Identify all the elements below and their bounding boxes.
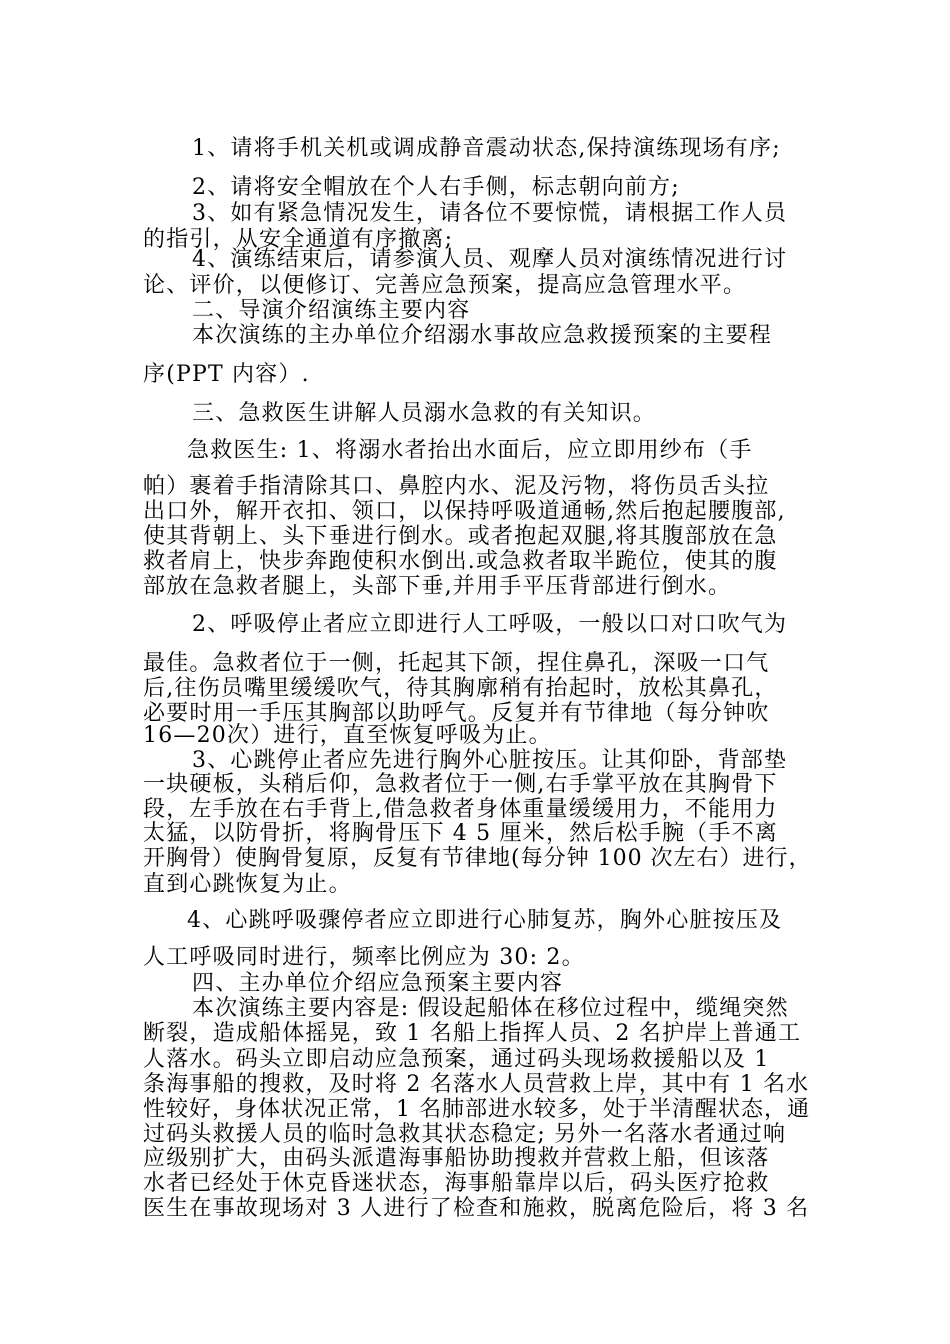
text-line: 最佳。急救者位于一侧，托起其下颌，捏住鼻孔，深吸一口气 [143,651,770,676]
text-line: 性较好，身体状况正常，1 名肺部进水较多，处于半清醒状态，通 [143,1097,810,1122]
text-line: 使其背朝上、头下垂进行倒水。或者抱起双腿,将其腹部放在急 [143,524,778,549]
text-line: 3、心跳停止者应先进行胸外心脏按压。让其仰卧，背部垫 [192,748,788,773]
text-line: 开胸骨）使胸骨复原，反复有节律地(每分钟 100 次左右）进行， [143,846,812,871]
text-line: 16—20次）进行，直至恢复呼吸为止。 [143,723,552,748]
text-line: 本次演练的主办单位介绍溺水事故应急救援预案的主要程 [192,323,773,348]
text-line: 水者已经处于休克昏迷状态，海事船靠岸以后，码头医疗抢救 [143,1171,770,1196]
text-line: 人落水。码头立即启动应急预案，通过码头现场救援船以及 1 [143,1047,770,1072]
text-line: 条海事船的搜救，及时将 2 名落水人员营救上岸，其中有 1 名水 [143,1072,810,1097]
text-line: 过码头救援人员的临时急救其状态稳定; 另外一名落水者通过响 [143,1122,787,1147]
section-heading: 四、主办单位介绍应急预案主要内容 [192,971,564,996]
section-heading: 三、急救医生讲解人员溺水急救的有关知识。 [192,401,657,426]
text-line: 3、如有紧急情况发生，请各位不要惊慌，请根据工作人员 [192,201,788,226]
text-line: 本次演练主要内容是: 假设起船体在移位过程中，缆绳突然 [192,996,789,1021]
text-line: 急救医生: 1、将溺水者抬出水面后，应立即用纱布（手 [187,438,753,463]
text-line: 部放在急救者腿上，头部下垂,并用手平压背部进行倒水。 [143,574,732,599]
text-line: 人工呼吸同时进行，频率比例应为 30: 2。 [143,945,585,970]
text-line: 一块硬板，头稍后仰，急救者位于一侧,右手掌平放在其胸骨下 [143,772,778,797]
text-line: 序(PPT 内容）. [143,362,310,387]
text-line: 段，左手放在右手背上,借急救者身体重量缓缓用力，不能用力 [143,797,778,822]
text-line: 2、请将安全帽放在个人右手侧，标志朝向前方; [192,175,680,200]
text-line: 的指引，从安全通道有序撤离; [143,227,454,252]
text-line: 直到心跳恢复为止。 [143,872,352,897]
text-line: 4、心跳呼吸骤停者应立即进行心肺复苏，胸外心脏按压及 [187,908,783,933]
text-line: 论、评价，以便修订、完善应急预案，提高应急管理水平。 [143,273,747,298]
section-heading: 二、导演介绍演练主要内容 [192,298,471,323]
text-line: 4、演练结束后，请参演人员、观摩人员对演练情况进行讨 [192,247,788,272]
text-line: 医生在事故现场对 3 人进行了检查和施救，脱离危险后，将 3 名 [143,1196,810,1221]
text-line: 出口外，解开衣扣、领口，以保持呼吸道通畅,然后抱起腰腹部, [143,499,786,524]
text-line: 应级别扩大，由码头派遣海事船协助搜救并营救上船，但该落 [143,1146,770,1171]
text-line: 断裂，造成船体摇晃，致 1 名船上指挥人员、2 名护岸上普通工 [143,1021,802,1046]
text-line: 太猛，以防骨折，将胸骨压下 4 5 厘米，然后松手腕（手不离 [143,821,778,846]
text-line: 1、请将手机关机或调成静音震动状态,保持演练现场有序; [192,136,781,161]
text-line: 2、呼吸停止者应立即进行人工呼吸，一般以口对口吹气为 [192,612,788,637]
text-line: 帕）裹着手指清除其口、鼻腔内水、泥及污物，将伤员舌头拉 [143,474,770,499]
text-line: 后,往伤员嘴里缓缓吹气，待其胸廓稍有抬起时，放松其鼻孔， [143,676,778,701]
text-line: 必要时用一手压其胸部以助呼气。反复并有节律地（每分钟吹 [143,701,770,726]
text-line: 救者肩上，快步奔跑使积水倒出.或急救者取半跪位，使其的腹 [143,549,778,574]
